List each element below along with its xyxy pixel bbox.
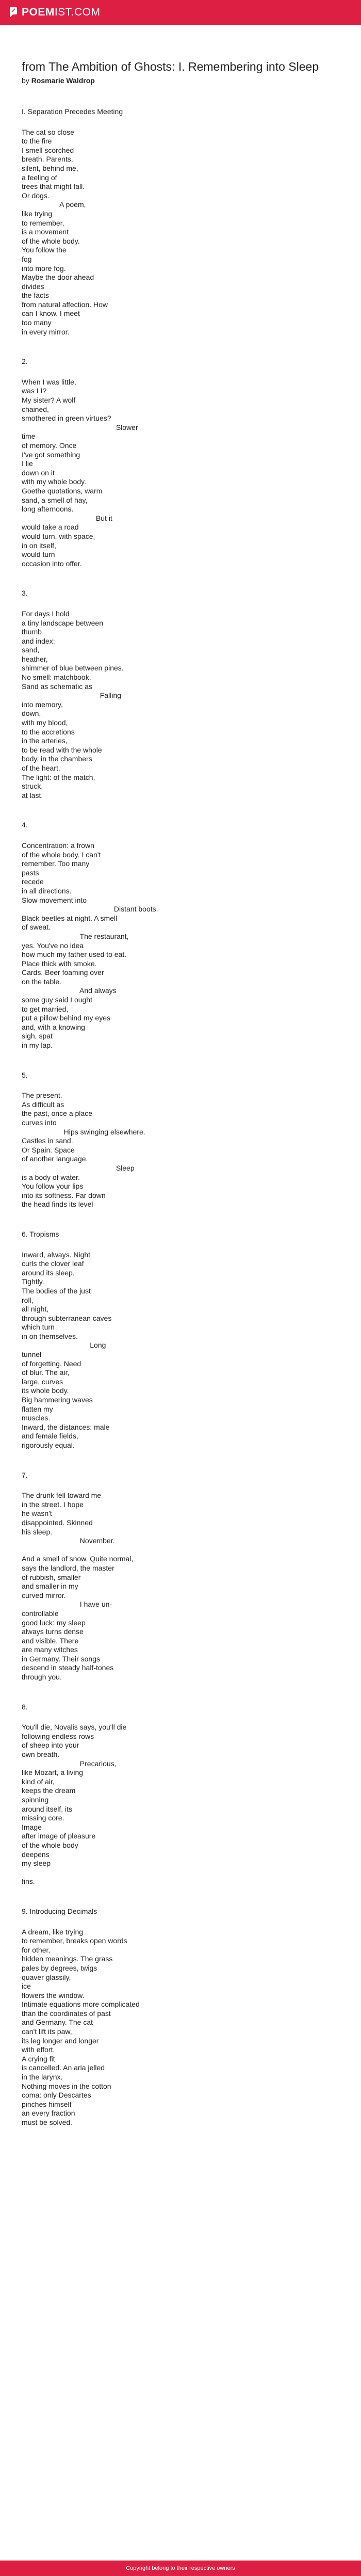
poem-line: large, curves	[22, 1377, 63, 1386]
poem-line: pasts	[22, 868, 39, 877]
poem-line: I lie	[22, 459, 33, 468]
section-heading	[22, 1907, 238, 1916]
poem-line: Or Spain. Space	[22, 1145, 75, 1154]
poem-line: some guy said I ought	[22, 996, 92, 1004]
stanza	[22, 128, 238, 337]
poem-line: of the whole body. I can't	[22, 850, 101, 859]
poem-line: down,	[22, 709, 41, 718]
poem-line: in Germany. Their songs	[22, 1654, 100, 1663]
poem-line: disappointed. Skinned	[22, 1518, 93, 1527]
stanza	[22, 841, 238, 1050]
poem-line: a feeling of	[22, 173, 57, 182]
section-heading	[22, 1471, 238, 1480]
poem-line: of memory. Once	[22, 441, 77, 450]
poem-line: Long	[22, 1341, 106, 1350]
poem-line: The restaurant,	[22, 932, 129, 940]
poem-line: pinches himself	[22, 2100, 72, 2108]
site-footer	[0, 2561, 361, 2576]
poem-line: The bodies of the just	[22, 1286, 91, 1295]
poem-line: the past, once a place	[22, 1109, 92, 1118]
poem-line: I. Separation Precedes Meeting	[22, 107, 123, 116]
poem-line: chained,	[22, 405, 49, 413]
poem-line: A crying fit	[22, 2054, 55, 2063]
poem-line: hidden meanings. The grass	[22, 1955, 113, 1963]
poem-line: to get married,	[22, 1004, 69, 1013]
poem-line: to remember,	[22, 218, 64, 227]
poem-line: 5.	[22, 1070, 28, 1079]
poem-line: But it	[22, 514, 112, 522]
poem-line: like Mozart, a living	[22, 1768, 84, 1777]
poem-line: in on itself,	[22, 541, 56, 550]
stanza	[22, 1091, 238, 1209]
poem-line: deepens	[22, 1850, 50, 1859]
poem-line: always turns dense	[22, 1627, 84, 1636]
poem-line: thumb	[22, 628, 42, 636]
poem-line: into its softness. Far down	[22, 1191, 106, 1199]
poem-line: yes. You've no idea	[22, 941, 84, 950]
poem-line: And a smell of snow. Quite normal,	[22, 1555, 134, 1563]
poem-title: from The Ambition of Ghosts: I. Remembering into Sleep	[22, 60, 319, 73]
poem-line: and Germany. The cat	[22, 2018, 93, 2027]
poem-line: Or dogs.	[22, 191, 50, 200]
copyright-text: Copyright belong to their respective owners	[126, 2565, 235, 2571]
poem-line: Sand as schematic as	[22, 682, 92, 691]
poem-line: flowers the window.	[22, 1991, 85, 1999]
poem-line: Hips swinging elsewhere.	[22, 1127, 145, 1136]
poem-line: from natural affection. How	[22, 300, 108, 309]
poem-line: Castles in sand.	[22, 1137, 73, 1145]
poem-line: of blur. The air,	[22, 1368, 70, 1377]
poem-line: roll,	[22, 1295, 34, 1304]
poem-line: through you.	[22, 1673, 62, 1682]
poem-line: long afternoons.	[22, 505, 74, 514]
poem-line: Inward, always. Night	[22, 1250, 91, 1259]
poem-line	[22, 1868, 238, 1878]
brand-primary: POEM	[22, 6, 55, 18]
poem-line: like trying	[22, 209, 53, 218]
poem-line: breath. Parents,	[22, 155, 73, 164]
poem-line: struck,	[22, 782, 43, 791]
poem-line: ice	[22, 1982, 31, 1991]
section-heading	[22, 589, 238, 598]
poem-line: smothered in green virtues?	[22, 414, 111, 423]
poem-line: coma: only Descartes	[22, 2091, 91, 2100]
section-heading	[22, 1071, 238, 1080]
poem-line: muscles.	[22, 1414, 51, 1422]
poem-line: sand,	[22, 646, 40, 654]
poem-line: would take a road	[22, 523, 79, 532]
poem-line: I have un-	[22, 1600, 112, 1609]
poem-line: Slower	[22, 423, 138, 431]
poem-line: put a pillow behind my eyes	[22, 1014, 110, 1022]
poem-line: A dream, like trying	[22, 1927, 84, 1936]
poem-line: 9. Introducing Decimals	[22, 1907, 97, 1915]
poem-line: to remember, breaks open words	[22, 1937, 127, 1945]
section-heading	[22, 821, 238, 830]
poem-line: flatten my	[22, 1404, 53, 1413]
stanza	[22, 610, 238, 800]
poem-line: 4.	[22, 821, 28, 829]
stanza	[22, 1251, 238, 1450]
poem-line: Image	[22, 1822, 42, 1831]
poem-line: through subterranean caves	[22, 1314, 112, 1322]
poem-line: is cancelled. An aria jelled	[22, 2063, 105, 2072]
poem-line: curves into	[22, 1118, 57, 1127]
poem-line: And always	[22, 986, 117, 995]
poem-line: following endless rows	[22, 1732, 94, 1740]
poem-line: of the whole body	[22, 1841, 78, 1849]
poem-line	[22, 1546, 238, 1555]
poem-line: Intimate equations more complicated	[22, 2000, 140, 2009]
poem-line: the head finds its level	[22, 1200, 93, 1209]
poem-line: curls the clover leaf	[22, 1259, 84, 1268]
poem-line: in the larynx.	[22, 2073, 63, 2082]
poem-line: to the fire	[22, 137, 52, 146]
poem-line: and visible. There	[22, 1636, 79, 1645]
poem-line: would turn	[22, 550, 55, 559]
poem-line: remember. Too many	[22, 859, 90, 868]
stanza	[22, 1723, 238, 1886]
poem-line: than the coordinates of past	[22, 2009, 111, 2018]
poem-line: he wasn't	[22, 1509, 52, 1518]
poem-line: in on themselves.	[22, 1332, 78, 1340]
quill-icon	[8, 7, 18, 18]
poem-line: to be read with the whole	[22, 745, 102, 754]
site-header	[0, 0, 361, 25]
poem-line: Distant boots.	[22, 905, 158, 914]
poem-line: recede	[22, 877, 44, 886]
section-heading	[22, 1230, 238, 1239]
poem-line: and smaller in my	[22, 1582, 78, 1591]
poem-line: in the arteries,	[22, 737, 68, 745]
poem-line: November.	[22, 1537, 115, 1545]
poem-line: When I was little,	[22, 377, 76, 386]
poem-line: 8.	[22, 1702, 28, 1711]
poem-line: Black beetles at night. A smell	[22, 914, 118, 922]
poem-line: The cat so close	[22, 127, 74, 136]
poem-line: Precarious,	[22, 1759, 117, 1768]
poem-line: Big hammering waves	[22, 1396, 93, 1404]
poem-line: You follow the	[22, 246, 67, 254]
poem-line: a tiny landscape between	[22, 618, 103, 627]
poem-line: Tightly.	[22, 1277, 44, 1286]
poem-line: Place thick with smoke.	[22, 959, 97, 968]
poem-line: Inward, the distances: male	[22, 1422, 110, 1431]
poem-line: time	[22, 432, 36, 441]
poem-line: kind of air,	[22, 1777, 55, 1786]
poem-line: Falling	[22, 691, 121, 700]
poem-line: can I know. I meet	[22, 309, 80, 318]
poem-line: pales by degrees, twigs	[22, 1963, 97, 1972]
poem-line: silent, behind me,	[22, 164, 78, 172]
poem-line: own breath.	[22, 1750, 60, 1759]
poem-line: of another language.	[22, 1155, 88, 1163]
poem-line: Nothing moves in the cotton	[22, 2082, 111, 2090]
poem-line: with my whole body.	[22, 477, 87, 486]
poem-line: my sleep	[22, 1859, 51, 1868]
poem-line: would turn, with space,	[22, 532, 95, 540]
poem-line: curved mirror.	[22, 1591, 66, 1599]
poem-line: quaver glassily,	[22, 1973, 71, 1981]
poem-line: of the heart.	[22, 764, 60, 772]
stanza	[22, 1928, 238, 2127]
poem-line: an every fraction	[22, 2109, 75, 2118]
poem-line: divides	[22, 282, 44, 291]
poem-line: which turn	[22, 1323, 55, 1332]
site-logo[interactable]	[8, 6, 101, 19]
poem-line: of rubbish, smaller	[22, 1573, 81, 1581]
poem-line: into more fog.	[22, 264, 66, 273]
poem-line: fog	[22, 254, 32, 263]
poem-line: must be solved.	[22, 2118, 73, 2126]
poem-line: body, in the chambers	[22, 755, 92, 763]
poem-line: how much my father used to eat.	[22, 950, 127, 959]
poem-line: fins.	[22, 1877, 35, 1886]
poem-line: The drunk fell toward me	[22, 1491, 102, 1500]
poem-line: A poem,	[22, 200, 86, 209]
byline	[22, 76, 361, 85]
poem-line: Maybe the door ahead	[22, 273, 94, 282]
poem-line: 2.	[22, 357, 28, 366]
section-heading	[22, 1703, 238, 1712]
poem-line: For days I hold	[22, 609, 70, 618]
poem-line: sigh, spat	[22, 1032, 53, 1041]
poem-line: The present.	[22, 1091, 62, 1100]
poem-line: Goethe quotations, warm	[22, 486, 103, 495]
brand-secondary: IST.COM	[54, 6, 101, 18]
poem-line: its leg longer and longer	[22, 2036, 99, 2045]
poem-line: The light: of the match,	[22, 773, 95, 781]
poem-line: rigorously equal.	[22, 1441, 75, 1449]
poem-line: in the street. I hope	[22, 1500, 84, 1509]
author-link[interactable]: Rosmarie Waldrop	[31, 76, 95, 85]
section-heading	[22, 357, 238, 366]
poem-line: around itself, its	[22, 1804, 73, 1813]
poem-line: Cards. Beer foaming over	[22, 968, 104, 977]
poem-line: with effort.	[22, 2045, 55, 2054]
poem-line: and index:	[22, 636, 55, 645]
poem-line: after image of pleasure	[22, 1832, 96, 1841]
poem-line: My sister? A wolf	[22, 396, 76, 405]
poem-line: can't lift its paw,	[22, 2027, 72, 2036]
poem-line: As difficult as	[22, 1100, 64, 1109]
poem-body	[22, 107, 238, 2127]
poem-page	[0, 25, 361, 2148]
poem-line: You'll die, Novalis says, you'll die	[22, 1723, 127, 1732]
poem-line: shimmer of blue between pines.	[22, 664, 124, 673]
poem-line: good luck: my sleep	[22, 1618, 86, 1627]
poem-line: around its sleep.	[22, 1268, 75, 1277]
poem-line: at last.	[22, 791, 43, 799]
poem-line: all night,	[22, 1305, 49, 1314]
poem-line: 3.	[22, 589, 28, 598]
poem-line: with my blood,	[22, 718, 68, 727]
poem-line: the facts	[22, 291, 49, 300]
poem-line: Sleep	[22, 1163, 135, 1172]
poem-line: down on it	[22, 468, 55, 477]
stanza	[22, 378, 238, 568]
poem-line: is a body of water.	[22, 1173, 80, 1181]
poem-line: too many	[22, 318, 52, 327]
poem-line: missing core.	[22, 1814, 64, 1822]
poem-line: keeps the dream	[22, 1786, 76, 1795]
poem-line: I've got something	[22, 450, 80, 459]
poem-line: on the table.	[22, 977, 62, 986]
poem-line: descend in steady half-tones	[22, 1663, 114, 1672]
poem-line: of forgetting. Need	[22, 1359, 81, 1368]
poem-line: I smell scorched	[22, 146, 74, 154]
poem-line: and, with a knowing	[22, 1022, 85, 1031]
poem-line: No smell: matchbook.	[22, 673, 91, 682]
poem-line: is a movement	[22, 228, 69, 236]
poem-line: of the whole body.	[22, 236, 80, 245]
poem-line: spinning	[22, 1796, 49, 1804]
poem-line: to the accretions	[22, 727, 75, 736]
poem-line: its whole body.	[22, 1386, 69, 1395]
poem-line: 7.	[22, 1470, 28, 1479]
poem-line: his sleep.	[22, 1527, 53, 1536]
poem-line: sand, a smell of hay,	[22, 495, 88, 504]
poem-line: was I I?	[22, 387, 47, 395]
poem-line: occasion into offer.	[22, 559, 82, 568]
poem-line: 6. Tropisms	[22, 1229, 59, 1238]
poem-line: of sweat.	[22, 923, 51, 932]
poem-line: heather,	[22, 654, 48, 663]
poem-line: Slow movement into	[22, 895, 87, 904]
poem-line: of sheep into your	[22, 1741, 79, 1750]
poem-line: and female fields,	[22, 1432, 78, 1441]
poem-line: for other,	[22, 1945, 51, 1954]
poem-line: says the landlord, the master	[22, 1563, 114, 1572]
poem-line: Concentration: a frown	[22, 841, 94, 850]
poem-line: tunnel	[22, 1350, 42, 1359]
poem-line: into memory,	[22, 700, 63, 709]
poem-line: in my lap.	[22, 1041, 53, 1050]
poem-line: in all directions.	[22, 886, 72, 895]
poem-line: You follow your lips	[22, 1182, 84, 1191]
poem-line: controllable	[22, 1609, 59, 1618]
byline-prefix: by	[22, 76, 31, 85]
section-heading	[22, 107, 238, 117]
poem-line: in every mirror.	[22, 327, 70, 336]
stanza	[22, 1491, 238, 1682]
poem-line: are many witches	[22, 1645, 78, 1654]
poem-line: trees that might fall.	[22, 182, 85, 191]
